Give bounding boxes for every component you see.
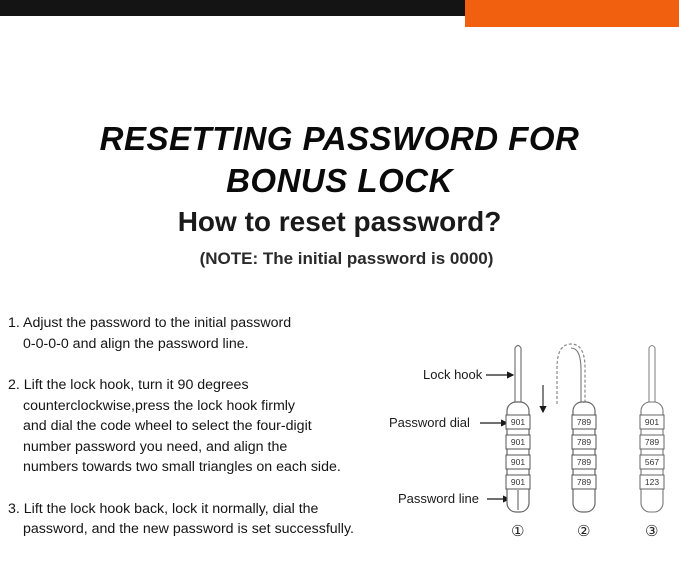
step-3 [8, 499, 388, 540]
step-line: 2. Lift the lock hook, turn it 90 degrees [8, 377, 249, 393]
shackle-inner [571, 348, 581, 404]
password-line-label: Password line [398, 491, 479, 506]
dial-digits: 123 [644, 477, 660, 487]
dial-digits: 789 [644, 437, 660, 447]
step-2 [8, 375, 388, 478]
step-line: and dial the code wheel to select the four-digit [23, 418, 312, 434]
lock-3 [640, 346, 664, 541]
instruction-steps [8, 313, 388, 561]
lock-hook-label: Lock hook [423, 367, 483, 382]
lock-marker: ② [577, 522, 591, 540]
dial-digits: 901 [510, 477, 526, 487]
lock-marker: ① [511, 522, 525, 540]
dial-digits: 567 [644, 457, 660, 467]
dial-digits: 789 [576, 437, 592, 447]
page-title-line-1: RESETTING PASSWORD FOR [99, 120, 580, 157]
top-bar-accent [465, 0, 679, 27]
step-line: number password you need, and align the [23, 438, 288, 455]
step-line: numbers towards two small triangles on each side. [23, 459, 341, 475]
step-line: 0-0-0-0 and align the password line. [23, 335, 249, 352]
note: (NOTE: The initial password is 0000) [199, 249, 494, 268]
step-line: counterclockwise,press the lock hook firmly [23, 397, 296, 414]
top-bar-dark [0, 0, 465, 16]
dial-digits: 789 [576, 477, 592, 487]
step-1 [8, 313, 388, 354]
password-dial-label: Password dial [389, 415, 470, 430]
shackle [515, 346, 521, 405]
step-line: password, and the new password is set successfully. [23, 521, 354, 537]
page-title-line-2: BONUS LOCK [226, 162, 453, 199]
lock-marker: ③ [645, 522, 659, 540]
dial-digits: 901 [644, 417, 660, 427]
dial-digits: 901 [510, 457, 526, 467]
step-line: 1. Adjust the password to the initial password [8, 315, 292, 331]
subtitle: How to reset password? [177, 206, 502, 237]
dial-digits: 789 [576, 457, 592, 467]
dial-digits: 789 [576, 417, 592, 427]
step-line: 3. Lift the lock hook back, lock it normally, dial the [8, 500, 319, 517]
dial-digits: 901 [510, 417, 526, 427]
shackle [649, 346, 655, 405]
dial-digits: 901 [510, 437, 526, 447]
lock-diagram-svg [385, 340, 679, 541]
lock-2 [557, 344, 596, 540]
lock-diagram [385, 340, 679, 541]
